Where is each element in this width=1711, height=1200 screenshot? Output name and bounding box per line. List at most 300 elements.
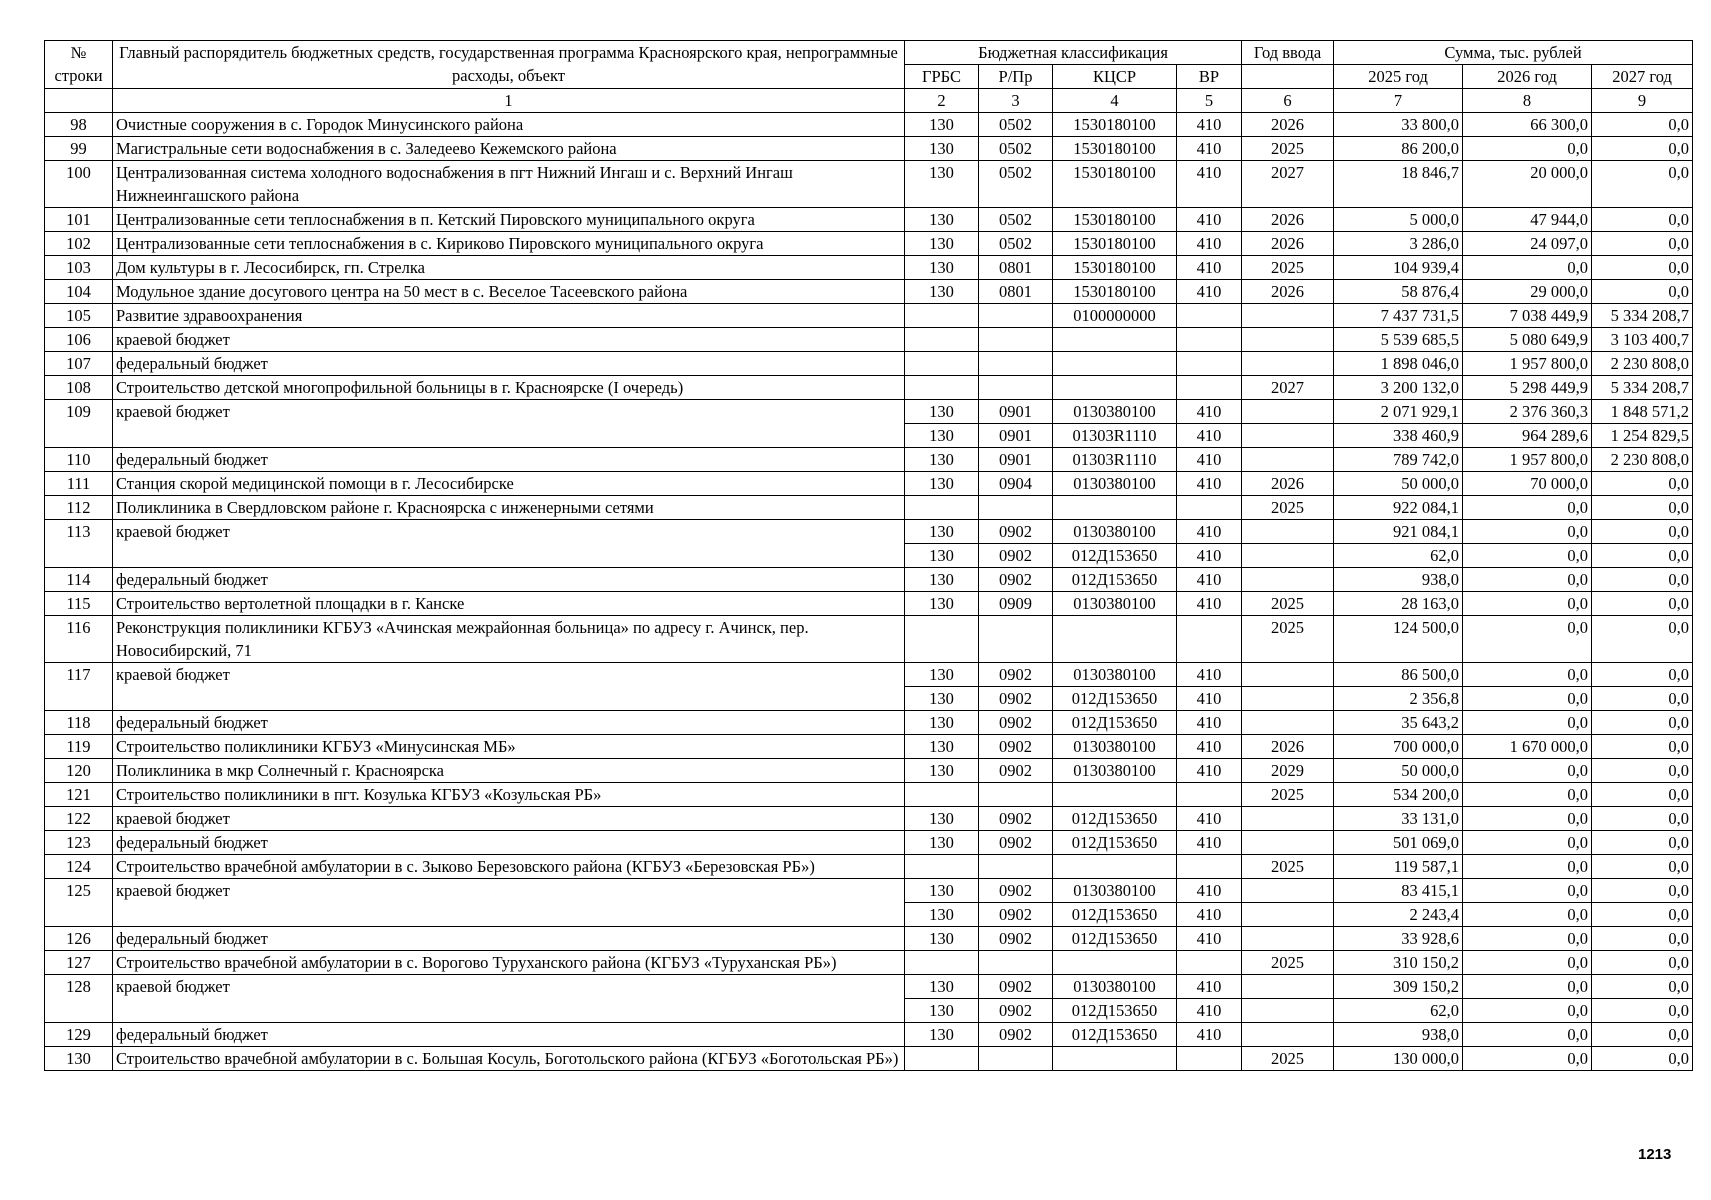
row-year: 2027 [1242, 376, 1334, 400]
row-sum-2026: 1 957 800,0 [1463, 352, 1592, 376]
row-sum-2025: 58 876,4 [1334, 280, 1463, 304]
row-year: 2025 [1242, 496, 1334, 520]
row-vr: 410 [1177, 280, 1242, 304]
row-rpr [979, 1047, 1053, 1071]
table-row [45, 400, 1693, 424]
row-sum-2027: 0,0 [1592, 663, 1693, 687]
row-grbs: 130 [905, 520, 979, 544]
row-sum-2026: 0,0 [1463, 783, 1592, 807]
row-sum-2027: 0,0 [1592, 568, 1693, 592]
row-vr: 410 [1177, 448, 1242, 472]
row-name: федеральный бюджет [113, 352, 905, 376]
row-grbs [905, 616, 979, 663]
row-number: 106 [45, 328, 113, 352]
table-row [45, 783, 1693, 807]
row-sum-2027: 0,0 [1592, 903, 1693, 927]
row-grbs [905, 304, 979, 328]
row-sum-2025: 33 131,0 [1334, 807, 1463, 831]
row-sum-2027: 5 334 208,7 [1592, 376, 1693, 400]
row-sum-2026: 70 000,0 [1463, 472, 1592, 496]
row-number: 130 [45, 1047, 113, 1071]
row-sum-2026: 47 944,0 [1463, 208, 1592, 232]
row-kcsr [1053, 1047, 1177, 1071]
row-sum-2026: 0,0 [1463, 1023, 1592, 1047]
row-sum-2027: 0,0 [1592, 831, 1693, 855]
row-grbs [905, 783, 979, 807]
row-vr: 410 [1177, 927, 1242, 951]
row-year [1242, 807, 1334, 831]
row-sum-2026: 0,0 [1463, 759, 1592, 783]
row-grbs: 130 [905, 280, 979, 304]
row-vr [1177, 328, 1242, 352]
header-2026: 2026 год [1463, 65, 1592, 89]
col-number: 1 [113, 89, 905, 113]
row-sum-2025: 3 200 132,0 [1334, 376, 1463, 400]
header-column-numbers [45, 89, 1693, 113]
row-vr: 410 [1177, 137, 1242, 161]
row-sum-2026: 0,0 [1463, 951, 1592, 975]
table-row [45, 927, 1693, 951]
row-number: 101 [45, 208, 113, 232]
row-year [1242, 400, 1334, 424]
row-name: Строительство врачебной амбулатории в с. Большая Косуль, Боготольского района (КГБУЗ «Боготольская РБ») [113, 1047, 905, 1071]
row-vr: 410 [1177, 735, 1242, 759]
row-number: 120 [45, 759, 113, 783]
row-grbs: 130 [905, 1023, 979, 1047]
row-year [1242, 879, 1334, 903]
row-year: 2025 [1242, 783, 1334, 807]
col-number: 7 [1334, 89, 1463, 113]
row-sum-2025: 104 939,4 [1334, 256, 1463, 280]
row-number: 129 [45, 1023, 113, 1047]
row-year [1242, 903, 1334, 927]
row-sum-2025: 1 898 046,0 [1334, 352, 1463, 376]
row-year [1242, 975, 1334, 999]
row-kcsr: 01303R1110 [1053, 448, 1177, 472]
row-grbs: 130 [905, 208, 979, 232]
table-row [45, 568, 1693, 592]
row-year: 2025 [1242, 616, 1334, 663]
row-grbs: 130 [905, 999, 979, 1023]
row-vr: 410 [1177, 472, 1242, 496]
row-sum-2027: 0,0 [1592, 711, 1693, 735]
table-row [45, 304, 1693, 328]
row-grbs: 130 [905, 687, 979, 711]
row-sum-2025: 33 928,6 [1334, 927, 1463, 951]
row-sum-2026: 0,0 [1463, 663, 1592, 687]
row-sum-2025: 700 000,0 [1334, 735, 1463, 759]
row-year [1242, 424, 1334, 448]
table-row [45, 807, 1693, 831]
row-sum-2027: 0,0 [1592, 280, 1693, 304]
row-rpr: 0902 [979, 879, 1053, 903]
row-number: 123 [45, 831, 113, 855]
row-sum-2026: 0,0 [1463, 879, 1592, 903]
col-number: 2 [905, 89, 979, 113]
row-sum-2027: 0,0 [1592, 735, 1693, 759]
row-sum-2027: 0,0 [1592, 520, 1693, 544]
row-kcsr: 012Д153650 [1053, 568, 1177, 592]
row-sum-2025: 62,0 [1334, 544, 1463, 568]
row-name: краевой бюджет [113, 400, 905, 448]
row-kcsr: 0130380100 [1053, 663, 1177, 687]
row-grbs: 130 [905, 400, 979, 424]
row-number: 114 [45, 568, 113, 592]
row-year [1242, 687, 1334, 711]
row-kcsr [1053, 496, 1177, 520]
row-vr [1177, 1047, 1242, 1071]
row-grbs: 130 [905, 544, 979, 568]
table-row [45, 496, 1693, 520]
row-sum-2026: 0,0 [1463, 568, 1592, 592]
row-rpr: 0904 [979, 472, 1053, 496]
row-kcsr: 01303R1110 [1053, 424, 1177, 448]
row-vr: 410 [1177, 232, 1242, 256]
row-rpr: 0902 [979, 711, 1053, 735]
row-kcsr [1053, 783, 1177, 807]
row-grbs: 130 [905, 256, 979, 280]
header-row-1 [45, 41, 1693, 65]
row-rpr [979, 376, 1053, 400]
row-vr: 410 [1177, 520, 1242, 544]
row-vr: 410 [1177, 256, 1242, 280]
row-number: 99 [45, 137, 113, 161]
row-sum-2026: 0,0 [1463, 520, 1592, 544]
row-sum-2025: 2 243,4 [1334, 903, 1463, 927]
row-kcsr: 012Д153650 [1053, 1023, 1177, 1047]
row-rpr: 0901 [979, 400, 1053, 424]
row-sum-2027: 0,0 [1592, 256, 1693, 280]
row-grbs: 130 [905, 975, 979, 999]
row-number: 102 [45, 232, 113, 256]
row-rpr: 0801 [979, 280, 1053, 304]
row-kcsr: 012Д153650 [1053, 807, 1177, 831]
row-kcsr: 0130380100 [1053, 735, 1177, 759]
row-sum-2026: 2 376 360,3 [1463, 400, 1592, 424]
row-number: 124 [45, 855, 113, 879]
row-name: краевой бюджет [113, 879, 905, 927]
row-vr: 410 [1177, 663, 1242, 687]
row-sum-2026: 20 000,0 [1463, 161, 1592, 208]
row-sum-2025: 119 587,1 [1334, 855, 1463, 879]
row-year: 2026 [1242, 208, 1334, 232]
row-kcsr: 0130380100 [1053, 879, 1177, 903]
row-year [1242, 520, 1334, 544]
row-kcsr: 0130380100 [1053, 592, 1177, 616]
row-sum-2026: 0,0 [1463, 711, 1592, 735]
row-vr: 410 [1177, 592, 1242, 616]
row-year: 2026 [1242, 280, 1334, 304]
col-number: 8 [1463, 89, 1592, 113]
table-row [45, 759, 1693, 783]
row-number: 116 [45, 616, 113, 663]
row-sum-2026: 0,0 [1463, 831, 1592, 855]
row-rpr [979, 783, 1053, 807]
row-number: 122 [45, 807, 113, 831]
col-number: 9 [1592, 89, 1693, 113]
header-blank [1242, 65, 1334, 89]
row-rpr [979, 352, 1053, 376]
row-grbs [905, 1047, 979, 1071]
row-grbs: 130 [905, 232, 979, 256]
table-row [45, 232, 1693, 256]
row-name: Централизованные сети теплоснабжения в с. Кириково Пировского муниципального округа [113, 232, 905, 256]
row-name: Развитие здравоохранения [113, 304, 905, 328]
row-sum-2027: 0,0 [1592, 999, 1693, 1023]
row-vr: 410 [1177, 711, 1242, 735]
row-kcsr: 0130380100 [1053, 520, 1177, 544]
row-vr [1177, 616, 1242, 663]
row-sum-2026: 0,0 [1463, 544, 1592, 568]
row-kcsr: 1530180100 [1053, 256, 1177, 280]
row-rpr: 0902 [979, 927, 1053, 951]
row-rpr: 0502 [979, 113, 1053, 137]
table-row [45, 448, 1693, 472]
row-sum-2027: 0,0 [1592, 496, 1693, 520]
row-sum-2026: 0,0 [1463, 903, 1592, 927]
row-name: Строительство врачебной амбулатории в с. Ворогово Туруханского района (КГБУЗ «Туруханская РБ») [113, 951, 905, 975]
row-name: федеральный бюджет [113, 711, 905, 735]
row-sum-2025: 7 437 731,5 [1334, 304, 1463, 328]
row-rpr: 0901 [979, 448, 1053, 472]
row-rpr: 0902 [979, 544, 1053, 568]
row-year: 2025 [1242, 855, 1334, 879]
row-sum-2026: 0,0 [1463, 927, 1592, 951]
row-sum-2027: 0,0 [1592, 951, 1693, 975]
row-vr: 410 [1177, 807, 1242, 831]
row-kcsr: 012Д153650 [1053, 687, 1177, 711]
table-row [45, 472, 1693, 496]
row-grbs [905, 855, 979, 879]
row-kcsr [1053, 328, 1177, 352]
table-row [45, 951, 1693, 975]
row-vr: 410 [1177, 759, 1242, 783]
row-year: 2029 [1242, 759, 1334, 783]
row-sum-2027: 0,0 [1592, 472, 1693, 496]
row-name: Централизованная система холодного водоснабжения в пгт Нижний Ингаш и с. Верхний Ингаш Нижнеингашского района [113, 161, 905, 208]
row-sum-2025: 3 286,0 [1334, 232, 1463, 256]
row-grbs: 130 [905, 711, 979, 735]
row-number: 117 [45, 663, 113, 711]
row-number: 107 [45, 352, 113, 376]
row-grbs [905, 352, 979, 376]
row-sum-2025: 18 846,7 [1334, 161, 1463, 208]
table-row [45, 137, 1693, 161]
row-year [1242, 568, 1334, 592]
row-sum-2027: 0,0 [1592, 927, 1693, 951]
row-vr: 410 [1177, 999, 1242, 1023]
row-rpr [979, 951, 1053, 975]
row-sum-2027: 0,0 [1592, 759, 1693, 783]
row-year: 2025 [1242, 1047, 1334, 1071]
row-name: Реконструкция поликлиники КГБУЗ «Ачинская межрайонная больница» по адресу г. Ачинск, пер. Новосибирский, 71 [113, 616, 905, 663]
row-rpr: 0502 [979, 232, 1053, 256]
row-number: 113 [45, 520, 113, 568]
row-year [1242, 1023, 1334, 1047]
row-sum-2027: 0,0 [1592, 783, 1693, 807]
row-sum-2026: 0,0 [1463, 496, 1592, 520]
row-kcsr: 1530180100 [1053, 113, 1177, 137]
row-number: 119 [45, 735, 113, 759]
table-row [45, 711, 1693, 735]
row-rpr: 0902 [979, 568, 1053, 592]
row-rpr [979, 855, 1053, 879]
header-year-intro: Год ввода [1242, 41, 1334, 65]
row-number: 108 [45, 376, 113, 400]
header-2025: 2025 год [1334, 65, 1463, 89]
row-kcsr [1053, 376, 1177, 400]
row-rpr: 0909 [979, 592, 1053, 616]
row-number: 125 [45, 879, 113, 927]
row-sum-2026: 5 080 649,9 [1463, 328, 1592, 352]
row-rpr: 0902 [979, 999, 1053, 1023]
row-year: 2026 [1242, 232, 1334, 256]
row-vr: 410 [1177, 208, 1242, 232]
row-rpr [979, 304, 1053, 328]
row-grbs: 130 [905, 903, 979, 927]
col-number: 5 [1177, 89, 1242, 113]
row-kcsr [1053, 616, 1177, 663]
row-name: федеральный бюджет [113, 448, 905, 472]
header-row-no: № строки [45, 41, 113, 89]
row-sum-2025: 50 000,0 [1334, 759, 1463, 783]
row-rpr: 0902 [979, 831, 1053, 855]
row-kcsr: 0130380100 [1053, 759, 1177, 783]
row-name: федеральный бюджет [113, 568, 905, 592]
row-number: 110 [45, 448, 113, 472]
row-rpr: 0902 [979, 807, 1053, 831]
row-sum-2025: 922 084,1 [1334, 496, 1463, 520]
row-rpr: 0502 [979, 137, 1053, 161]
row-sum-2027: 3 103 400,7 [1592, 328, 1693, 352]
row-grbs: 130 [905, 735, 979, 759]
row-number: 104 [45, 280, 113, 304]
row-kcsr: 0130380100 [1053, 400, 1177, 424]
row-year [1242, 352, 1334, 376]
row-vr [1177, 376, 1242, 400]
row-sum-2027: 0,0 [1592, 113, 1693, 137]
row-sum-2025: 938,0 [1334, 568, 1463, 592]
row-vr: 410 [1177, 903, 1242, 927]
row-rpr: 0502 [979, 161, 1053, 208]
row-vr [1177, 304, 1242, 328]
row-number: 100 [45, 161, 113, 208]
row-name: Строительство детской многопрофильной больницы в г. Красноярске (I очередь) [113, 376, 905, 400]
row-sum-2027: 0,0 [1592, 879, 1693, 903]
row-kcsr: 0130380100 [1053, 975, 1177, 999]
row-sum-2025: 35 643,2 [1334, 711, 1463, 735]
row-sum-2027: 5 334 208,7 [1592, 304, 1693, 328]
table-row [45, 161, 1693, 208]
row-name: Строительство врачебной амбулатории в с. Зыково Березовского района (КГБУЗ «Березовская РБ») [113, 855, 905, 879]
row-rpr: 0902 [979, 735, 1053, 759]
row-kcsr: 1530180100 [1053, 137, 1177, 161]
row-sum-2025: 501 069,0 [1334, 831, 1463, 855]
row-sum-2027: 0,0 [1592, 1023, 1693, 1047]
row-number: 112 [45, 496, 113, 520]
row-sum-2025: 2 071 929,1 [1334, 400, 1463, 424]
row-vr [1177, 951, 1242, 975]
row-grbs: 130 [905, 161, 979, 208]
row-number: 109 [45, 400, 113, 448]
row-sum-2025: 50 000,0 [1334, 472, 1463, 496]
row-year: 2025 [1242, 951, 1334, 975]
row-name: краевой бюджет [113, 975, 905, 1023]
row-number: 105 [45, 304, 113, 328]
header-sum: Сумма, тыс. рублей [1334, 41, 1693, 65]
row-grbs: 130 [905, 663, 979, 687]
row-name: Поликлиника в мкр Солнечный г. Красноярска [113, 759, 905, 783]
table-row [45, 208, 1693, 232]
row-sum-2027: 2 230 808,0 [1592, 352, 1693, 376]
row-sum-2025: 2 356,8 [1334, 687, 1463, 711]
row-year: 2026 [1242, 472, 1334, 496]
row-rpr: 0902 [979, 903, 1053, 927]
row-vr: 410 [1177, 831, 1242, 855]
row-sum-2026: 0,0 [1463, 592, 1592, 616]
table-row [45, 879, 1693, 903]
row-year [1242, 927, 1334, 951]
row-number: 115 [45, 592, 113, 616]
row-name: Магистральные сети водоснабжения в с. Заледеево Кежемского района [113, 137, 905, 161]
row-kcsr: 012Д153650 [1053, 999, 1177, 1023]
row-name: Модульное здание досугового центра на 50 мест в с. Веселое Тасеевского района [113, 280, 905, 304]
table-row [45, 352, 1693, 376]
row-name: Поликлиника в Свердловском районе г. Красноярска с инженерными сетями [113, 496, 905, 520]
table-row [45, 592, 1693, 616]
row-vr [1177, 783, 1242, 807]
row-sum-2026: 29 000,0 [1463, 280, 1592, 304]
row-sum-2026: 7 038 449,9 [1463, 304, 1592, 328]
row-year [1242, 831, 1334, 855]
table-row [45, 256, 1693, 280]
table-body [45, 113, 1693, 1071]
row-year [1242, 304, 1334, 328]
row-vr [1177, 496, 1242, 520]
row-sum-2027: 0,0 [1592, 807, 1693, 831]
row-sum-2027: 0,0 [1592, 544, 1693, 568]
row-year: 2027 [1242, 161, 1334, 208]
row-kcsr: 1530180100 [1053, 232, 1177, 256]
row-number: 98 [45, 113, 113, 137]
row-number: 128 [45, 975, 113, 1023]
row-year [1242, 663, 1334, 687]
row-sum-2025: 5 539 685,5 [1334, 328, 1463, 352]
row-sum-2027: 0,0 [1592, 592, 1693, 616]
table-row [45, 520, 1693, 544]
page-number: 1213 [1638, 1146, 1672, 1163]
row-name: Строительство поликлиники КГБУЗ «Минусинская МБ» [113, 735, 905, 759]
row-sum-2025: 534 200,0 [1334, 783, 1463, 807]
header-rpr: Р/Пр [979, 65, 1053, 89]
row-sum-2027: 2 230 808,0 [1592, 448, 1693, 472]
row-kcsr: 1530180100 [1053, 161, 1177, 208]
row-rpr: 0902 [979, 520, 1053, 544]
row-name: Станция скорой медицинской помощи в г. Лесосибирске [113, 472, 905, 496]
row-sum-2026: 0,0 [1463, 855, 1592, 879]
row-sum-2025: 130 000,0 [1334, 1047, 1463, 1071]
row-grbs: 130 [905, 759, 979, 783]
row-rpr: 0902 [979, 663, 1053, 687]
row-name: краевой бюджет [113, 663, 905, 711]
table-row [45, 328, 1693, 352]
col-number: 4 [1053, 89, 1177, 113]
table-row [45, 735, 1693, 759]
row-sum-2025: 938,0 [1334, 1023, 1463, 1047]
row-sum-2026: 0,0 [1463, 256, 1592, 280]
row-grbs: 130 [905, 807, 979, 831]
row-number: 118 [45, 711, 113, 735]
